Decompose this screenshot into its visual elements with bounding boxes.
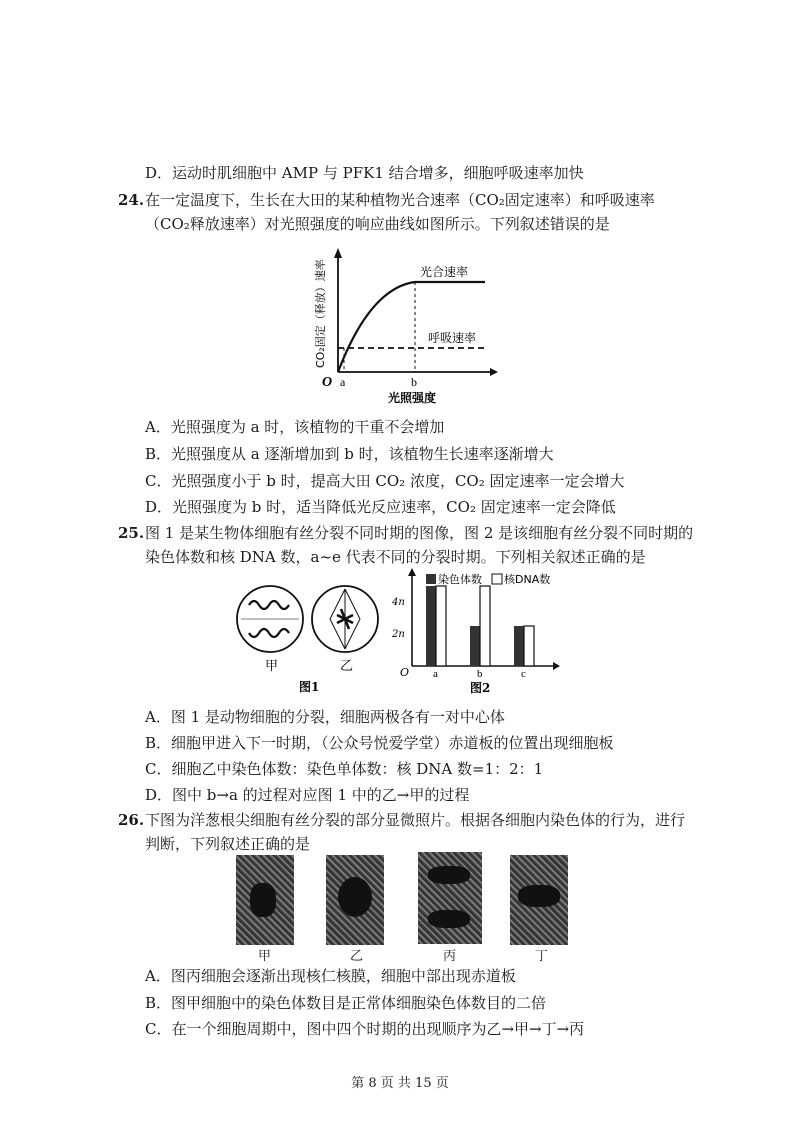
q26-option-c: C．在一个细胞周期中，图中四个时期的出现顺序为乙→甲→丁→丙 (145, 1020, 585, 1038)
q23-option-d: D．运动时肌细胞中 AMP 与 PFK1 结合增多，细胞呼吸速率加快 (145, 164, 584, 182)
origin-label: O (400, 666, 410, 679)
x-axis-arrow-icon (553, 662, 560, 670)
micrograph-label-jia: 甲 (258, 949, 272, 964)
q25-option-d: D．图中 b→a 的过程对应图 1 中的乙→甲的过程 (145, 786, 470, 804)
ytick-4n: 4n (392, 597, 405, 608)
origin-label: O (322, 375, 333, 390)
bar-chromosome-a (426, 586, 436, 666)
q25-stem-1: 图 1 是某生物体细胞有丝分裂不同时期的图像，图 2 是该细胞有丝分裂不同时期的 (145, 524, 694, 542)
y-axis-arrow-icon (334, 248, 342, 258)
chromosome-cluster (250, 883, 276, 917)
q25-stem-2: 染色体数和核 DNA 数，a~e 代表不同的分裂时期。下列相关叙述正确的是 (145, 548, 646, 566)
micrograph-bing (418, 852, 482, 944)
q24-option-c: C．光照强度小于 b 时，提高大田 CO₂ 浓度，CO₂ 固定速率一定会增大 (145, 472, 625, 490)
chromosome-group-bottom (428, 910, 470, 928)
q24-option-d: D．光照强度为 b 时，适当降低光反应速率，CO₂ 固定速率一定会降低 (145, 498, 616, 516)
chromosomes-bottom (249, 629, 289, 637)
x-axis-label: 光照强度 (388, 391, 437, 405)
q24-figure (300, 240, 500, 410)
page-footer: 第 8 页 共 15 页 (351, 1076, 449, 1091)
category-label-b: b (477, 668, 483, 680)
curve-label-photosynthesis: 光合速率 (420, 265, 469, 279)
q24-option-b: B．光照强度从 a 逐渐增加到 b 时，该植物生长速率逐渐增大 (145, 445, 554, 463)
q25-option-b: B．细胞甲进入下一时期，（公众号悦爱学堂）赤道板的位置出现细胞板 (145, 734, 614, 752)
chromosomes-top (249, 601, 289, 609)
micrograph-ding (510, 855, 568, 945)
q25-option-c: C．细胞乙中染色体数：染色单体数：核 DNA 数=1：2：1 (145, 760, 544, 778)
q24-option-a: A．光照强度为 a 时，该植物的干重不会增加 (145, 418, 445, 436)
q26-stem-1: 下图为洋葱根尖细胞有丝分裂的部分显微照片。根据各细胞内染色体的行为，进行 (145, 811, 686, 829)
q26-number: 26. (118, 811, 145, 829)
bar-dna-a (436, 586, 446, 666)
legend-label-chromosome: 染色体数 (438, 573, 482, 586)
q24-stem-2: （CO₂释放速率）对光照强度的响应曲线如图所示。下列叙述错误的是 (145, 215, 610, 233)
cell-label-yi: 乙 (340, 659, 354, 674)
fig2-caption: 图2 (470, 681, 491, 695)
q25-number: 25. (118, 524, 145, 542)
cell-label-jia: 甲 (265, 659, 279, 674)
y-axis-label: CO₂固定（释放）速率 (314, 259, 327, 368)
micrograph-label-bing: 丙 (443, 949, 457, 964)
micrograph-label-ding: 丁 (535, 949, 549, 964)
x-axis-arrow-icon (490, 368, 498, 376)
micrograph-jia (236, 855, 294, 945)
chromosome-group-top (428, 866, 470, 884)
category-label-a: a (433, 668, 438, 680)
ytick-2n: 2n (392, 629, 405, 640)
micrograph-yi (326, 855, 384, 945)
q26-option-a: A．图丙细胞会逐渐出现核仁核膜，细胞中部出现赤道板 (145, 967, 516, 985)
legend-swatch-dna (492, 574, 502, 584)
q25-figure2-chart (390, 568, 565, 698)
legend-swatch-chromosome (426, 574, 436, 584)
q26-stem-2: 判断，下列叙述正确的是 (145, 835, 311, 853)
photosynthesis-curve (338, 282, 485, 372)
fig1-caption: 图1 (299, 680, 320, 694)
micrograph-label-yi: 乙 (350, 949, 364, 964)
q24-number: 24. (118, 191, 145, 209)
tick-b: b (411, 375, 417, 389)
q26-option-b: B．图甲细胞中的染色体数目是正常体细胞染色体数目的二倍 (145, 994, 547, 1012)
bar-chromosome-c (514, 626, 524, 666)
legend-label-dna: 核DNA数 (504, 573, 551, 586)
bar-dna-b (480, 586, 490, 666)
nucleus (338, 877, 372, 917)
q25-option-a: A．图 1 是动物细胞的分裂，细胞两极各有一对中心体 (145, 708, 505, 726)
y-axis-arrow-icon (408, 568, 416, 576)
category-label-c: c (521, 668, 526, 680)
bar-chromosome-b (470, 626, 480, 666)
chromosome-plate (518, 885, 560, 907)
curve-label-respiration: 呼吸速率 (428, 331, 477, 345)
q24-stem-1: 在一定温度下，生长在大田的某种植物光合速率（CO₂固定速率）和呼吸速率 (145, 191, 655, 209)
bar-dna-c (524, 626, 534, 666)
tick-a: a (340, 375, 346, 389)
q25-figure1 (235, 575, 385, 695)
